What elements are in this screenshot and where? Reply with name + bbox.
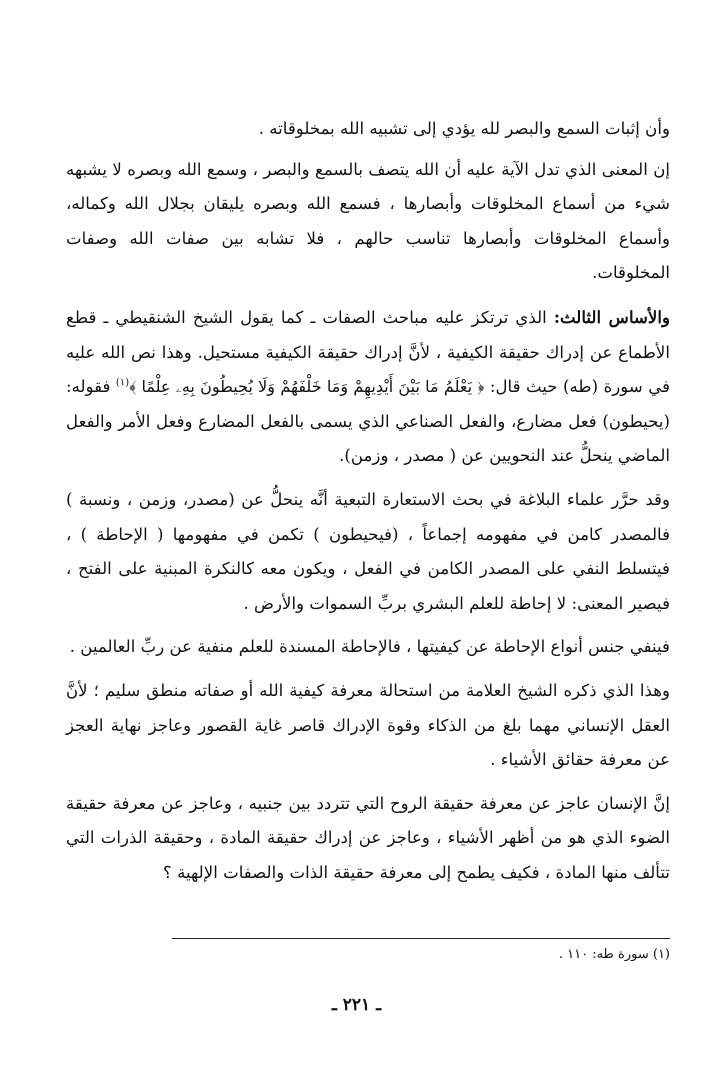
paragraph-3-text-a: الذي ترتكز عليه مباحث الصفات ـ كما يقول الشيخ الشنقيطي ـ قطع الأطماع عن إدراك حقيقة الكيفية ، لأنَّ إدراك حقيقة الكيفية مستحيل. وهذا نص الله عليه في سورة (طه) حيث قال: — [66, 307, 670, 397]
page-number: ـ ٢٢١ ـ — [331, 995, 382, 1015]
paragraph-3 — [66, 300, 670, 474]
paragraph-5: فينفي جنس أنواع الإحاطة عن كيفيتها ، فالإحاطة المسندة للعلم منفية عن ربِّ العالمين . — [69, 637, 670, 657]
footnote: (١) سورة طه: ١١٠ . — [558, 947, 670, 962]
paragraph-7: إنَّ الإنسان عاجز عن معرفة حقيقة الروح التي تتردد بين جنبيه ، وعاجز عن معرفة حقيقة الضوء الذي هو من أظهر الأشياء ، وعاجز عن إدراك حقيقة المادة ، وحقيقة الذرات التي تتألف منها المادة ، فكيف يطمح إلى معرفة حقيقة الذات والصفات الإلهية ؟ — [66, 793, 670, 882]
paragraph-3-lead: والأساس الثالث: — [553, 306, 670, 327]
paragraph-2: إن المعنى الذي تدل الآية عليه أن الله يتصف بالسمع والبصر ، وسمع الله وبصره لا يشبهه شيء من أسماع المخلوقات وأبصارها ، فسمع الله وبصره يليقان بجلال الله وكماله، وأسماع المخلوقات وأبصارها تناسب حالهم ، فلا تشابه بين صفات الله وصفات المخلوقات. — [66, 159, 670, 283]
page-body — [66, 112, 670, 899]
footnote-divider — [172, 938, 670, 939]
paragraph-3-text-b: فقوله: (يحيطون) فعل مضارع، والفعل الصناعي الذي يسمى بالفعل المضارع وفعل الأمر والفعل الماضي ينحلُّ عند النحويين عن ( مصدر ، وزمن). — [66, 377, 670, 466]
footnote-marker: (١) — [115, 377, 130, 389]
quran-verse: ﴿ يَعْلَمُ مَا بَيْنَ أَيْدِيهِمْ وَمَا خَلْفَهُمْ وَلَا يُحِيطُونَ بِهِۦ عِلْمًا ﴾ — [129, 377, 485, 397]
paragraph-1: وأن إثبات السمع والبصر لله يؤدي إلى تشبيه الله بمخلوقاته . — [258, 119, 670, 138]
paragraph-4: وقد حرَّر علماء البلاغة في بحث الاستعارة التبعية أنَّه ينحلُّ عن (مصدر، وزمن ، ونسبة ) فالمصدر كامن في مفهومه إجماعاً ، (فيحيطون ) تكمن في مفهومها ( الإحاطة ) ، فيتسلط النفي على المصدر الكامن في الفعل ، ويكون معه كالنكرة المبنية على الفتح ، فيصير المعنى: لا إحاطة للعلم البشري بربِّ السموات والأرض . — [66, 489, 670, 613]
paragraph-6: وهذا الذي ذكره الشيخ العلامة من استحالة معرفة كيفية الله أو صفاته منطق سليم ؛ لأنَّ العقل الإنساني مهما بلغ من الذكاء وقوة الإدراك قاصر غاية القصور وعاجز نهاية العجز عن معرفة حقائق الأشياء . — [66, 680, 670, 770]
